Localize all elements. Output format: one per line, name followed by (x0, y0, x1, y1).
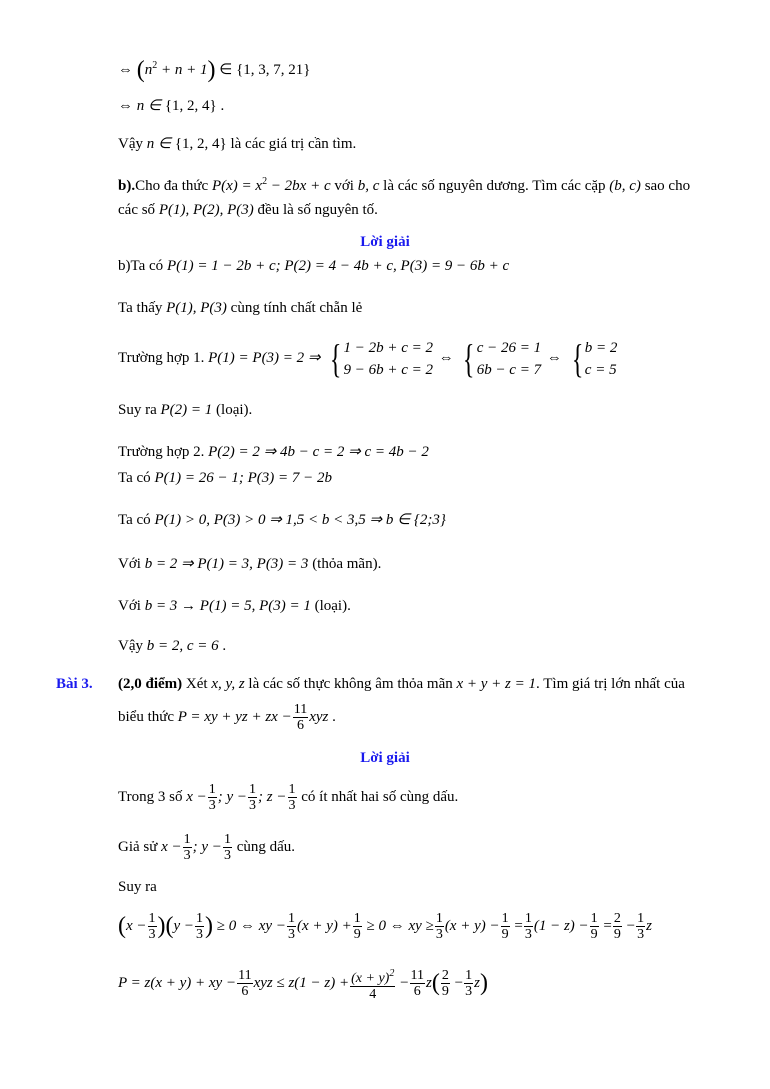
text: Trường hợp 2. (118, 444, 209, 460)
problem-label: Bài 3. (56, 676, 93, 692)
equiv-arrow: ⇔ (438, 350, 454, 366)
system-1: { 1 − 2b + c = 2 9 − 6b + c = 2 (330, 335, 433, 381)
expr: − (622, 918, 636, 934)
text: đều là số nguyên tố. (253, 202, 378, 218)
den: 9 (613, 927, 621, 943)
text: Suy ra (118, 402, 161, 418)
part-label: b). (118, 178, 136, 194)
fraction (613, 911, 622, 942)
expr: n ∈ (136, 98, 165, 114)
num: 1 (465, 968, 473, 984)
equiv-arrow: ⇔ (118, 62, 133, 78)
den: 6 (241, 984, 249, 1000)
fraction (183, 832, 192, 863)
den: 9 (590, 927, 598, 943)
fraction (441, 968, 450, 999)
expr: P(2) = 2 ⇒ 4b − c = 2 ⇒ c = 4b − 2 (208, 444, 429, 460)
expr: x − (161, 839, 182, 855)
expr: P(1) = P(3) = 2 ⇒ (208, 350, 321, 366)
num: 1 (287, 911, 295, 927)
fraction (410, 968, 425, 999)
eq-row: 9 − 6b + c = 2 (343, 361, 433, 378)
sol3-line-1 (118, 780, 458, 814)
fraction (524, 911, 533, 942)
sup: 2 (262, 176, 268, 187)
num: 1 (435, 911, 443, 927)
set: {1, 3, 7, 21} (236, 62, 311, 78)
expr: P = xy + yz + zx − (177, 709, 292, 725)
fraction (248, 782, 257, 813)
den: 3 (196, 927, 204, 943)
solution-heading: Lời giải (360, 234, 410, 250)
expr: b = 2, c = 6 (146, 638, 219, 654)
text: (thỏa mãn). (308, 556, 382, 572)
text: b)Ta có (118, 258, 167, 274)
fraction (293, 702, 308, 733)
problem-3-line-1 (118, 674, 685, 694)
solution-heading-2: Lời giải (360, 750, 410, 766)
in: ∈ (215, 62, 237, 78)
end: . (328, 709, 336, 725)
expr: ≥ 0 ⇔ xy ≥ (362, 918, 434, 934)
num: 1 (590, 911, 598, 927)
case-2-c (118, 554, 381, 574)
expr: − 2bx + c (267, 178, 331, 194)
text: có ít nhất hai số cùng dấu. (297, 789, 459, 805)
text: Ta thấy (118, 300, 167, 316)
eq-row: b = 2 (584, 339, 618, 356)
end: . (216, 98, 225, 114)
den: 9 (501, 927, 509, 943)
expr: P(2) = 1 (160, 402, 213, 418)
expr: (1 − z) − (533, 918, 589, 934)
expr: z (646, 918, 652, 934)
expr: P = z(x + y) + xy − (118, 975, 237, 991)
case-2-b (118, 510, 446, 530)
num: 1 (148, 911, 156, 927)
den: 4 (369, 986, 377, 1002)
expr: P(1), P(3) (166, 300, 227, 316)
den: 3 (148, 927, 156, 943)
expr: n ∈ (146, 136, 175, 152)
den: 3 (223, 848, 231, 864)
text: . (218, 638, 227, 654)
expr: + n + 1 (157, 62, 208, 78)
text: Trường hợp 1. (118, 350, 209, 366)
text: Trong 3 số (118, 789, 187, 805)
text: là các số thực không âm thỏa mãn (244, 676, 457, 692)
fraction (237, 968, 252, 999)
fraction (590, 911, 599, 942)
eq-row: c − 26 = 1 (476, 339, 542, 356)
text: cùng dấu. (232, 839, 296, 855)
expr: (x + y) + (296, 918, 352, 934)
eq-row: c = 5 (584, 361, 617, 378)
num: 11 (238, 968, 252, 984)
text: biểu thức (118, 709, 178, 725)
sup: 2 (389, 967, 395, 979)
expr: − (450, 975, 464, 991)
fraction (636, 911, 645, 942)
den: 3 (208, 798, 216, 814)
conclusion-a (118, 134, 356, 154)
text: cùng tính chất chẵn lẻ (226, 300, 363, 316)
equivalence-line-1: ⇔ $(n^2 + n + 1)$ ∈ {1, 3, 7, 21} (118, 57, 311, 83)
fraction (464, 968, 473, 999)
text: (loại). (212, 402, 253, 418)
num: 11 (410, 968, 425, 984)
den: 3 (288, 798, 296, 814)
text: Với (118, 556, 145, 572)
expr: P(1), P(2), P(3) (158, 202, 254, 218)
problem-3-line-2 (118, 700, 336, 734)
problem-b-line-1 (118, 172, 690, 196)
set: {1, 2, 4} (174, 136, 227, 152)
expr: ; z − (258, 789, 287, 805)
system-3: { b = 2 c = 5 (571, 335, 618, 381)
text: sao cho (640, 178, 691, 194)
case-2-d (118, 596, 351, 616)
expr: = (510, 918, 523, 934)
num: 1 (249, 782, 257, 798)
num: 1 (524, 911, 532, 927)
expr: y − (173, 918, 195, 934)
num: 1 (196, 911, 204, 927)
den: 3 (249, 798, 257, 814)
fraction (195, 911, 204, 942)
den: 9 (353, 927, 361, 943)
text: Xét (182, 676, 212, 692)
expr: x + y + z = 1 (456, 676, 537, 692)
fraction (288, 782, 297, 813)
num: (x + y) (351, 970, 390, 986)
text: (loại). (310, 598, 351, 614)
text: các số (118, 202, 159, 218)
sol3-bound: P = z(x + y) + xy − $\frac{11}{6}$ xyz ≤ z(1 − z) + $\frac{(x + y)^2}{4}$ − $\frac{11}{6}$ z( $\frac{2}{9}$ − $\frac{1}{3}$ z) (118, 967, 488, 1002)
text: . Tìm giá trị lớn nhất của (536, 676, 685, 692)
expr: b = 2 ⇒ P(1) = 3, P(3) = 3 (144, 556, 309, 572)
expr: x, y, z (211, 676, 245, 692)
text: với (330, 178, 358, 194)
expr: ; y − (217, 789, 248, 805)
den: 3 (435, 927, 443, 943)
num: 11 (293, 702, 308, 718)
expr: − (396, 975, 409, 991)
den: 6 (296, 718, 304, 734)
num: 1 (637, 911, 645, 927)
expr: ; y − (192, 839, 222, 855)
text: là các số nguyên dương. Tìm các cặp (379, 178, 610, 194)
fraction (287, 911, 296, 942)
expr: P(1) = 26 − 1; P(3) = 7 − 2b (154, 470, 332, 486)
den: 3 (637, 927, 645, 943)
fraction (350, 966, 395, 1002)
expr: P(1) = 1 − 2b + c; P(2) = 4 − 4b + c, P(3) = 9 − 6b + c (166, 258, 510, 274)
den: 3 (524, 927, 532, 943)
num: 1 (288, 782, 296, 798)
fraction (148, 911, 157, 942)
equiv-arrow: ⇔ (118, 98, 133, 114)
text: Với (118, 598, 145, 614)
expr: b = 3 → P(1) = 5, P(3) = 1 (144, 598, 311, 614)
fraction (353, 911, 362, 942)
expr: (x + y) − (444, 918, 500, 934)
sol3-inequality: (x − $\frac{1}{3}$ )(y − $\frac{1}{3}$ ) ≥ 0 ⇔ xy − $\frac{1}{3}$ (x + y) + $\frac{1}{9}$ ≥ 0 ⇔ xy ≥ $\frac{1}{3}$ (x + y) − $\frac{1}{9}$ = $\frac{1}{3}$ (1 − z) − $\frac{1}{9}$ = $\frac{2}{9}$ − $\frac{1}{3}$ z (118, 911, 652, 943)
case-1-result (118, 400, 252, 420)
expr: xyz ≤ z(1 − z) + (253, 975, 350, 991)
num: 2 (441, 968, 449, 984)
num: 1 (183, 832, 191, 848)
points: (2,0 điểm) (118, 676, 183, 692)
expr: z (474, 975, 480, 991)
set: {1, 2, 4} (164, 98, 217, 114)
sol3-line-3: Suy ra (118, 879, 157, 895)
solution-b-line-2 (118, 298, 362, 318)
system-2: { c − 26 = 1 6b − c = 7 (463, 335, 542, 381)
eq-row: 1 − 2b + c = 2 (343, 339, 433, 356)
case-1 (118, 336, 619, 381)
fraction (223, 832, 232, 863)
expr: = (599, 918, 612, 934)
expr: x − (186, 789, 207, 805)
expr: z (426, 975, 432, 991)
sol3-line-2 (118, 830, 295, 864)
num: 1 (223, 832, 231, 848)
expr: b, c (357, 178, 380, 194)
text: Ta có (118, 512, 155, 528)
text: Vậy (118, 638, 147, 654)
equivalence-line-2 (118, 96, 224, 116)
den: 3 (183, 848, 191, 864)
text: Ta có (118, 470, 155, 486)
case-2-e (118, 636, 226, 656)
den: 6 (413, 984, 421, 1000)
fraction (501, 911, 510, 942)
solution-b-line-1 (118, 256, 509, 276)
expr: P(x) = x (211, 178, 263, 194)
text: Giả sử (118, 839, 162, 855)
problem-b-line-2 (118, 200, 378, 220)
case-2-a (118, 468, 332, 488)
text: Vậy (118, 136, 147, 152)
fraction (208, 782, 217, 813)
fraction (435, 911, 444, 942)
expr: (b, c) (609, 178, 641, 194)
expr: xyz (309, 709, 329, 725)
equiv-arrow: ⇔ (546, 350, 562, 366)
den: 3 (465, 984, 473, 1000)
den: 9 (441, 984, 449, 1000)
text: là các giá trị cần tìm. (226, 136, 357, 152)
num: 2 (613, 911, 621, 927)
expr: x − (126, 918, 147, 934)
eq-row: 6b − c = 7 (476, 361, 542, 378)
expr: P(1) > 0, P(3) > 0 ⇒ 1,5 < b < 3,5 ⇒ b ∈ {2;3} (154, 512, 446, 528)
expr: ≥ 0 ⇔ xy − (213, 918, 286, 934)
den: 3 (287, 927, 295, 943)
num: 1 (501, 911, 509, 927)
case-2 (118, 442, 429, 462)
text: Cho đa thức (135, 178, 212, 194)
expr: n (144, 62, 153, 78)
num: 1 (208, 782, 216, 798)
num: 1 (353, 911, 361, 927)
sup: 2 (152, 60, 158, 71)
